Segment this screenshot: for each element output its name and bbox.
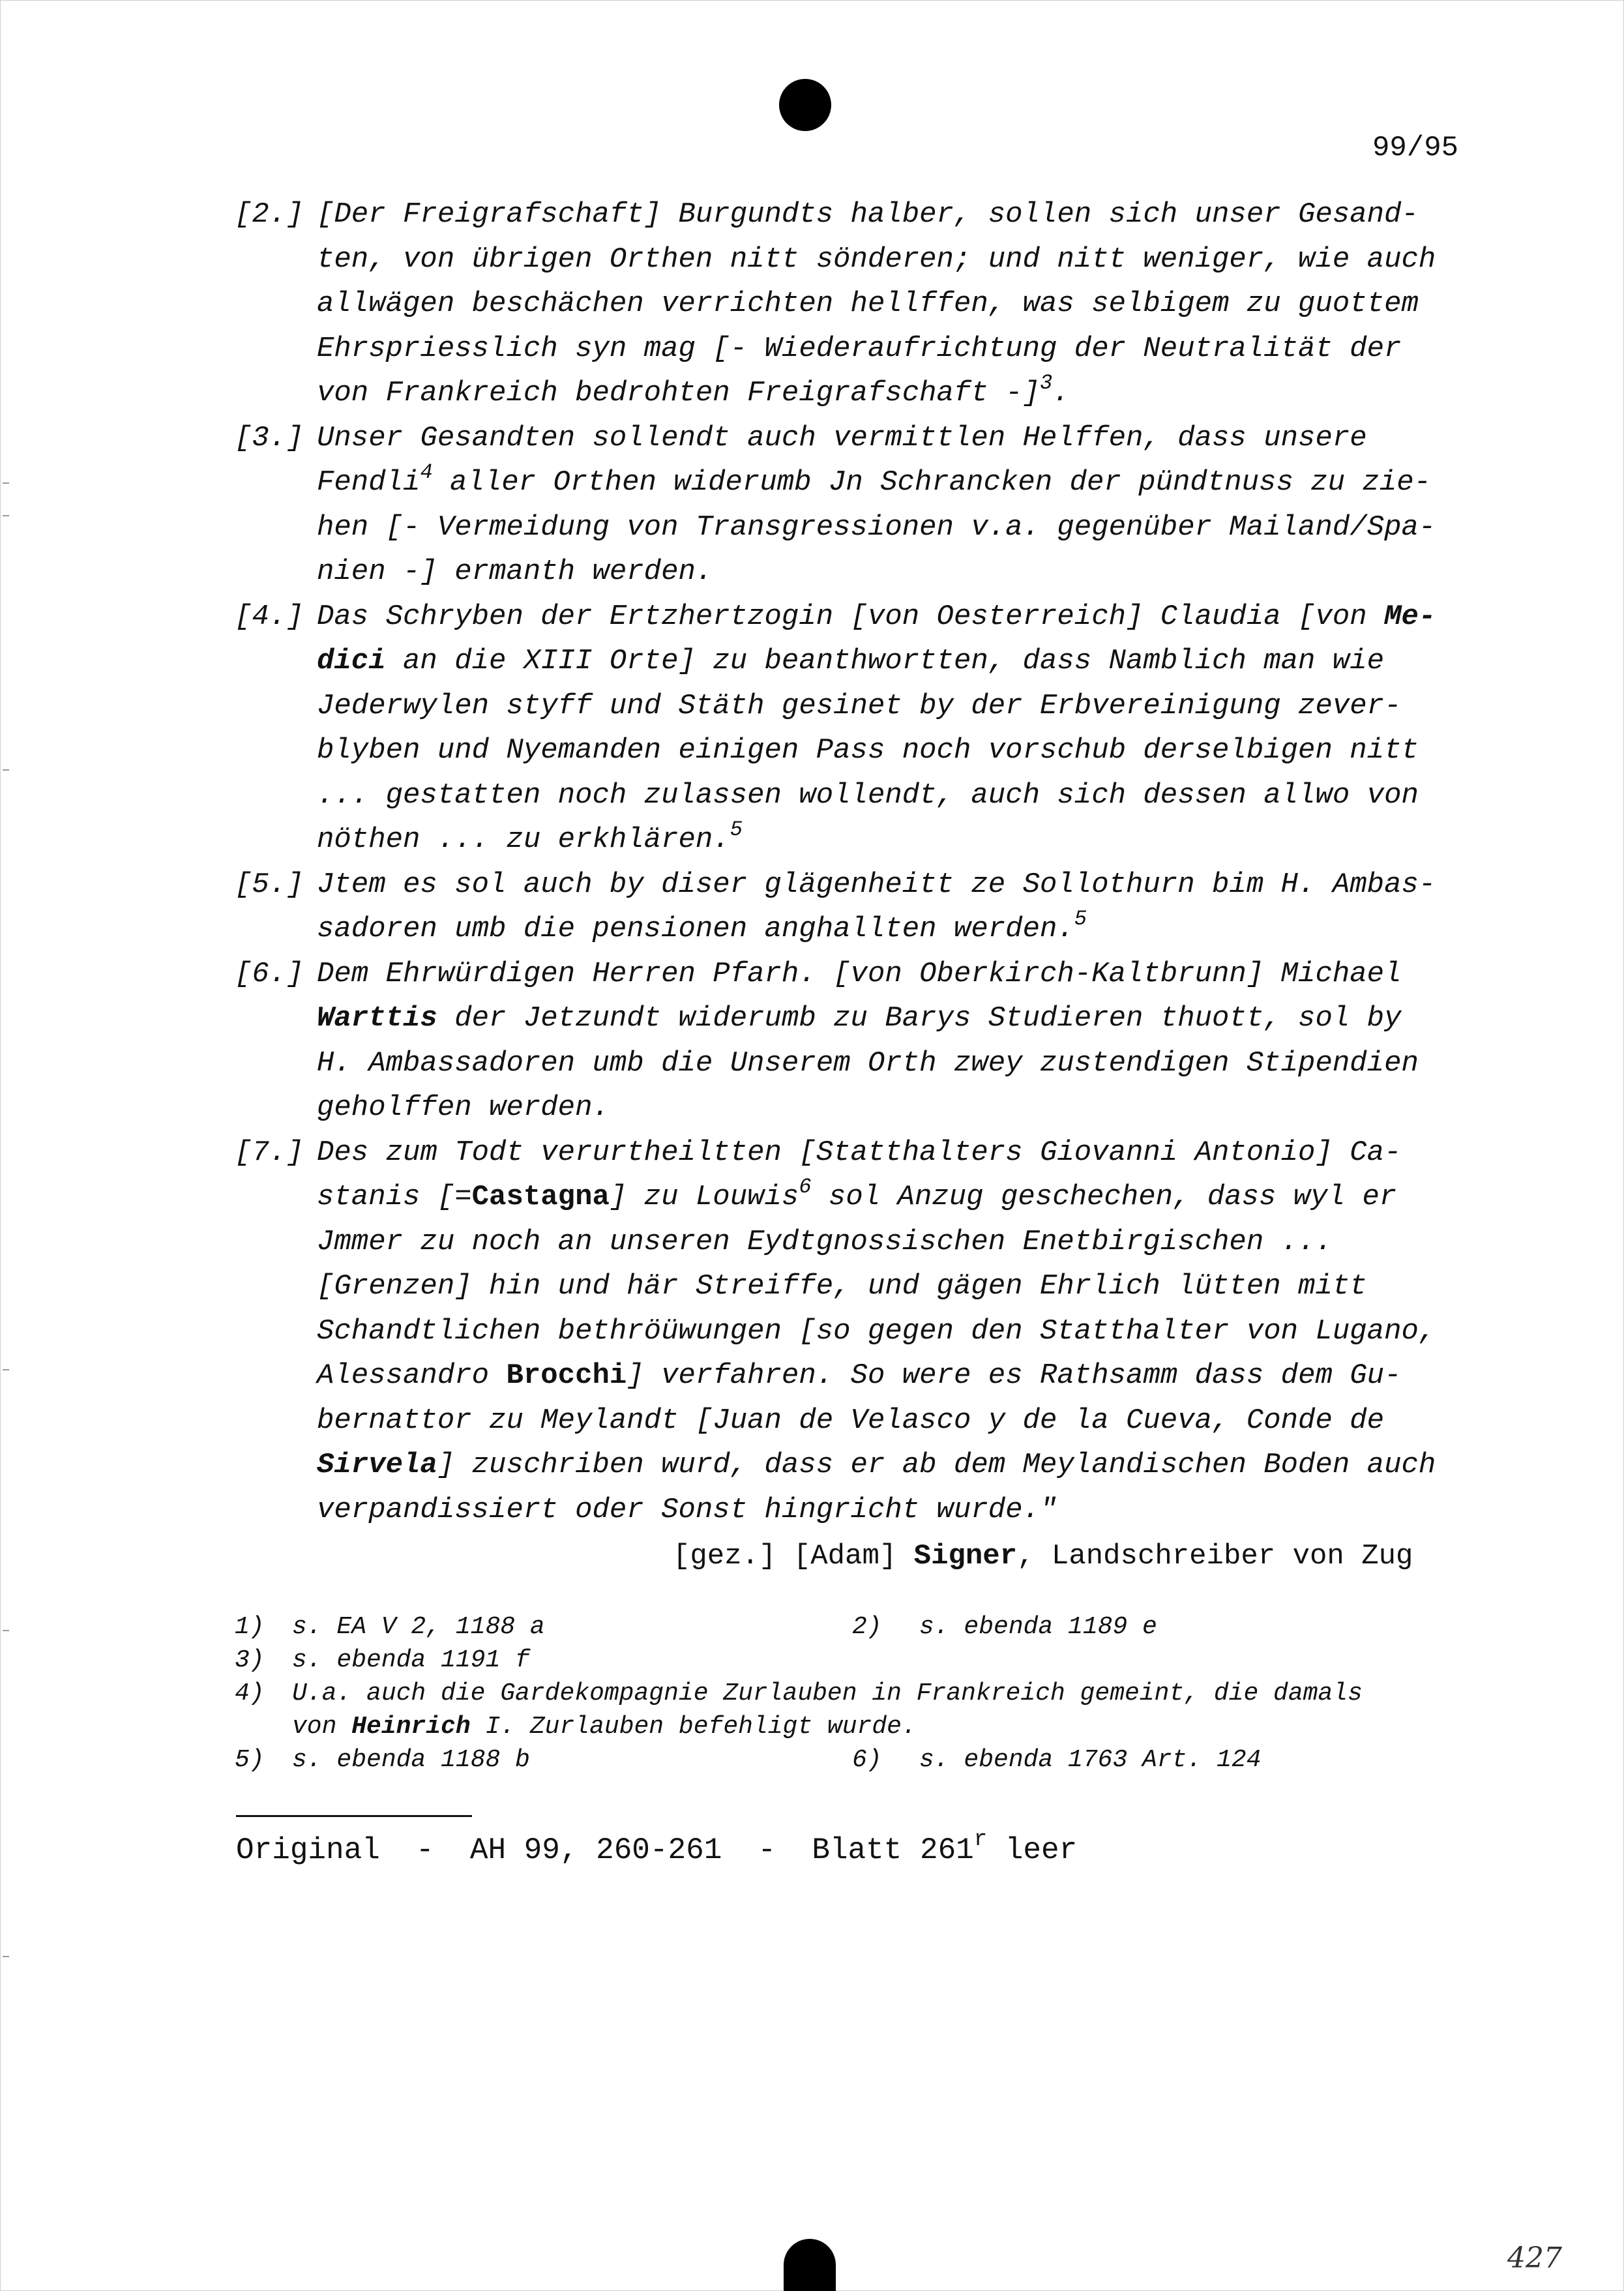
text-line: bernattor zu Meylandt [Juan de Velasco y de la Cueva, Conde de: [317, 1404, 1385, 1437]
text-line: Dem Ehrwürdigen Herren Pfarh. [von Oberkirch-Kaltbrunn] Michael: [317, 957, 1402, 990]
bold-name: Brocchi: [506, 1359, 627, 1392]
scan-edge-mark: [3, 515, 9, 516]
text-fragment: sol Anzug geschechen, dass wyl er: [811, 1181, 1397, 1213]
paragraph-number: [5.]: [235, 868, 304, 901]
paragraph-number: [3.]: [235, 421, 304, 454]
text-fragment: Alessandro: [317, 1359, 507, 1392]
footnote-ref: 4: [420, 460, 433, 484]
text-fragment: ] zu Louwis: [609, 1181, 799, 1213]
text-line: geholffen werden.: [317, 1091, 610, 1124]
bold-name: Me-: [1384, 600, 1436, 633]
text-line: ... gestatten noch zulassen wollendt, auch sich dessen allwo von: [317, 778, 1419, 812]
text-fragment: ] zuschriben wurd, dass er ab dem Meylandischen Boden auch: [437, 1449, 1436, 1481]
text-line: [Grenzen] hin und här Streiffe, und gägen Ehrlich lütten mitt: [317, 1270, 1367, 1303]
paragraph-number: [2.]: [235, 198, 304, 231]
punch-hole-bottom: [784, 2239, 836, 2291]
signature-name: Signer: [913, 1540, 1018, 1573]
footnote-row: [235, 1743, 1486, 1777]
footnote-ref: 5: [1074, 907, 1087, 931]
scan-edge-mark: [3, 482, 9, 484]
scan-edge-mark: [3, 1630, 9, 1631]
footnote-number: 5): [235, 1746, 265, 1774]
text-fragment: an die XIII Orte] zu beanthwortten, dass Namblich man wie: [385, 645, 1385, 677]
handwritten-page-number: 427: [1507, 2241, 1562, 2275]
text-line: [Der Freigrafschaft] Burgundts halber, sollen sich unser Gesand-: [317, 198, 1419, 231]
text-line: H. Ambassadoren umb die Unserem Orth zwey zustendigen Stipendien: [317, 1046, 1419, 1080]
text-line: allwägen beschächen verrichten hellffen, was selbigem zu guottem: [317, 288, 1419, 320]
text-line: Des zum Todt verurtheiltten [Statthalters Giovanni Antonio] Ca-: [317, 1136, 1402, 1169]
source-text: Original - AH 99, 260-261 - Blatt 261: [236, 1833, 974, 1867]
text-fragment: sadoren umb die pensionen anghallten werden.: [317, 913, 1074, 945]
text-fragment: der Jetzundt widerumb zu Barys Studieren thuott, sol by: [437, 1002, 1402, 1035]
footnote-row: [235, 1677, 1486, 1743]
text-fragment: aller Orthen widerumb Jn Schrancken der pündtnuss zu zie-: [432, 466, 1432, 499]
paragraph-2: [235, 192, 1473, 416]
punch-hole-top: [779, 79, 831, 131]
footnote-number: 3): [235, 1646, 265, 1674]
paragraph-3: [235, 416, 1473, 595]
footnote-text: I. Zurlauben befehligt wurde.: [470, 1713, 917, 1741]
footnote-row: [235, 1610, 1486, 1644]
footnote-ref: 6: [799, 1175, 812, 1199]
bold-name: Heinrich: [351, 1713, 471, 1741]
text-fragment: ] verfahren. So were es Rathsamm dass dem Gu-: [627, 1359, 1402, 1392]
scan-edge-mark: [3, 1956, 9, 1957]
bold-name: Castagna: [471, 1181, 610, 1213]
text-line: nien -] ermanth werden.: [317, 555, 713, 588]
footnote-ref: 5: [730, 818, 743, 842]
source-line: [236, 1827, 1078, 1867]
footnote-text: von: [292, 1713, 352, 1741]
paragraph-6: [235, 952, 1473, 1131]
text-line: Schandtlichen bethröüwungen [so gegen den Statthalter von Lugano,: [317, 1314, 1436, 1348]
folio-side: r: [973, 1827, 988, 1852]
scan-edge-mark: [3, 769, 9, 771]
footnote-number: 6): [852, 1746, 882, 1774]
text-line: Unser Gesandten sollendt auch vermittlen Helffen, dass unsere: [317, 421, 1367, 454]
text-fragment: Das Schryben der Ertzhertzogin [von Oesterreich] Claudia [von: [317, 600, 1385, 633]
scan-edge-mark: [3, 1369, 9, 1370]
footnote-text: s. ebenda 1188 b: [292, 1746, 530, 1774]
text-line: von Frankreich bedrohten Freigrafschaft -]: [317, 377, 1040, 409]
bold-name: Warttis: [317, 1002, 437, 1035]
paragraph-5: [235, 863, 1473, 952]
bold-name: dici: [317, 645, 386, 677]
bold-name: Sirvela: [317, 1449, 437, 1481]
text-line: Jtem es sol auch by diser glägenheitt ze Sollothurn bim H. Ambas-: [317, 868, 1436, 901]
text-line: Jmmer zu noch an unseren Eydtgnossischen Enetbirgischen ...: [317, 1225, 1333, 1258]
text-fragment: .: [1052, 377, 1070, 409]
paragraph-4: [235, 595, 1473, 863]
text-fragment: stanis [=: [317, 1181, 472, 1213]
footnote-number: 1): [235, 1613, 265, 1641]
text-line: Jederwylen styff und Stäth gesinet by der Erbvereinigung zever-: [317, 689, 1402, 722]
footnote-row: [235, 1644, 1486, 1677]
text-fragment: Fendli: [317, 466, 421, 499]
source-suffix: leer: [987, 1833, 1078, 1867]
paragraph-7: [235, 1131, 1473, 1533]
footnote-text: U.a. auch die Gardekompagnie Zurlauben in Frankreich gemeint, die damals: [292, 1679, 1363, 1707]
paragraph-number: [4.]: [235, 600, 304, 633]
text-line: blyben und Nyemanden einigen Pass noch vorschub derselbigen nitt: [317, 734, 1419, 767]
text-line: Ehrspriesslich syn mag [- Wiederaufrichtung der Neutralität der: [317, 332, 1402, 365]
footnote-number: 4): [235, 1679, 265, 1707]
footnote-text: s. ebenda 1763 Art. 124: [919, 1746, 1262, 1774]
document-body: [235, 192, 1473, 1532]
footnote-number: 2): [852, 1613, 882, 1641]
source-divider: [236, 1815, 472, 1817]
signature-prefix: [gez.] [Adam]: [673, 1540, 914, 1573]
text-line: verpandissiert oder Sonst hingricht wurde.": [317, 1493, 1057, 1526]
document-number: 99/95: [1372, 132, 1459, 164]
paragraph-number: [6.]: [235, 957, 304, 990]
text-fragment: nöthen ... zu erkhlären.: [317, 823, 730, 856]
paragraph-number: [7.]: [235, 1136, 304, 1169]
signature-suffix: , Landschreiber von Zug: [1017, 1540, 1413, 1573]
signature-line: [673, 1540, 1413, 1573]
footnote-text: s. ebenda 1189 e: [919, 1613, 1157, 1641]
text-line: hen [- Vermeidung von Transgressionen v.a. gegenüber Mailand/Spa-: [317, 510, 1436, 544]
footnote-text: s. ebenda 1191 f: [292, 1646, 530, 1674]
text-line: ten, von übrigen Orthen nitt sönderen; und nitt weniger, wie auch: [317, 243, 1436, 276]
footnote-ref: 3: [1039, 371, 1053, 395]
footnotes: [235, 1610, 1486, 1777]
footnote-text: s. EA V 2, 1188 a: [292, 1613, 545, 1641]
